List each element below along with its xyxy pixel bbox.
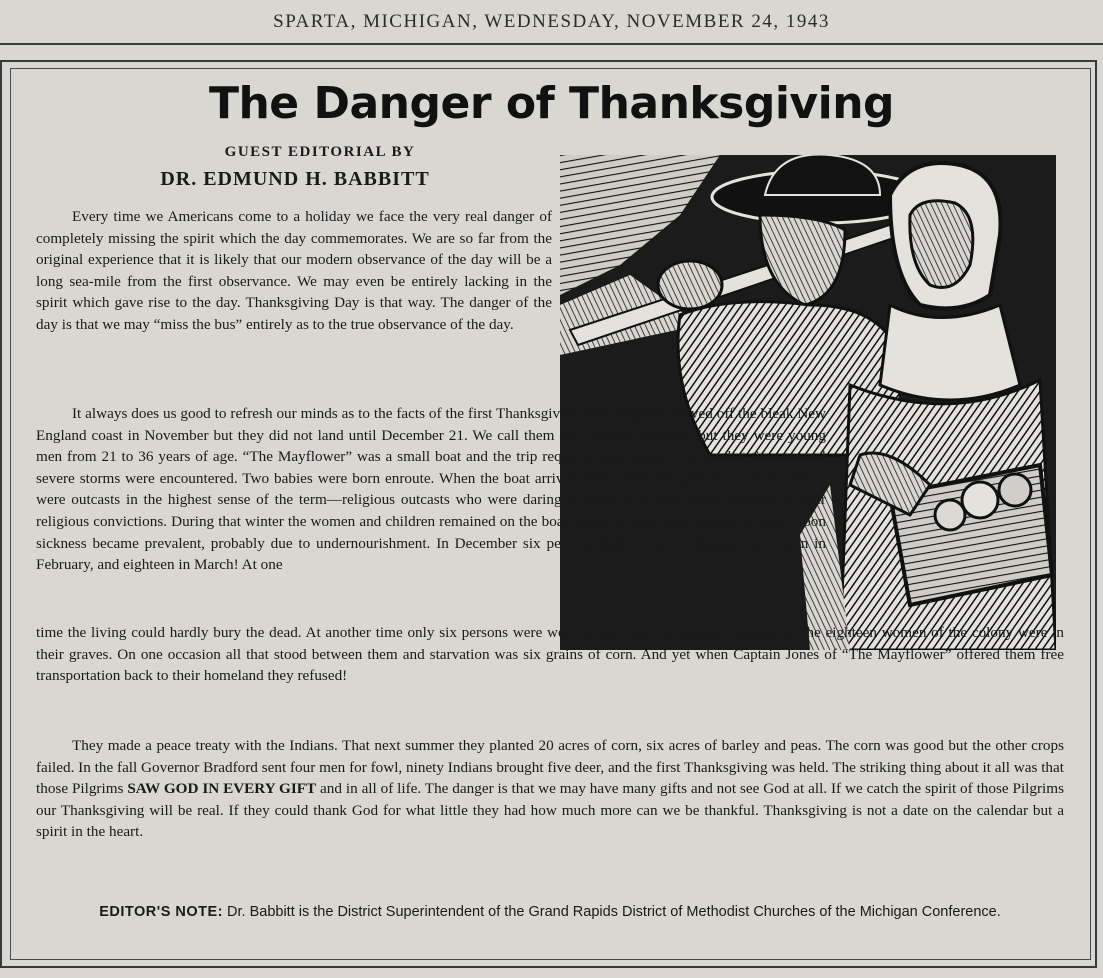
byline-label: GUEST EDITORIAL BY bbox=[224, 144, 416, 160]
paragraph-3-emphasis: SAW GOD IN EVERY GIFT bbox=[127, 780, 317, 798]
paragraph-1: Every time we Americans come to a holiday we face the very real danger of completely missing the spirit which the day commemorates. We are so far from the original experience that it is likely that our modern observance of the day will be a long sea-mile from the first observance. We may even be entirely lacking in the spirit which gave rise to the day. Thanksgiving Day is that way. The danger of the day is that we may “miss the bus” entirely as to the true observance of the day. bbox=[36, 208, 552, 333]
editors-note-text: Dr. Babbitt is the District Superintendent of the Grand Rapids District of Methodist Churches of the Michigan Conference. bbox=[223, 904, 1001, 920]
dateline: SPARTA, MICHIGAN, WEDNESDAY, NOVEMBER 24, 1943 bbox=[273, 11, 830, 32]
headline: The Danger of Thanksgiving bbox=[208, 78, 895, 129]
paragraph-2-upper: It always does us good to refresh our minds as to the facts of the first Thanksgiving. The Pilgrims arrived off the bleak New England coast in November but they did not land until December 21. We call them our “Pilgrim Fathers” but they were young men from 21 to 36 years of age. “The Mayflower” was a small boat and the trip required nine weeks. During that time several severe storms were encountered. Two babies were born enroute. When the boat arrived there were 102 persons on board. They were outcasts in the highest sense of the term—religious outcasts who were daring to come to a new world because of their religious convictions. During that winter the women and children remained on the boat while the men went ashore to work. Soon sickness became prevalent, probably due to undernourishment. In December six persons died, seven in January, seventeen in February, and eighteen in March! At one bbox=[36, 405, 826, 574]
paragraph-3-end: and in all of life. The danger is that we may have many gifts and not see God at all. If we catch the spirit of those Pilgrims our Thanksgiving will be real. If they could thank God for what little they had how much more can we be thankful. Thanksgiving is not a date on the calendar but a spirit in the heart. bbox=[36, 780, 1064, 841]
editors-note-label: EDITOR'S NOTE: bbox=[99, 904, 224, 920]
editors-note bbox=[36, 901, 1064, 923]
byline-author: DR. EDMUND H. BABBITT bbox=[160, 168, 430, 190]
paragraph-2-lower: time the living could hardly bury the dead. At another time only six persons were well. In less than six months fourteen of the eighteen women of the colony were in their graves. On one occasion all that stood between them and starvation was six grains of corn. And yet when Captain Jones of “The Mayflower” offered them free transportation back to their homeland they refused! bbox=[36, 624, 1064, 685]
paragraph-3 bbox=[36, 735, 1064, 843]
paragraph-3-start: They made a peace treaty with the Indians. That next summer they planted 20 acres of corn, six acres of barley and peas. The corn was good but the other crops failed. In the fall Governor Bradford sent four men for fowl, ninety Indians brought five deer, and the first Thanksgiving was held. The striking thing about it all was that those Pilgrims bbox=[36, 737, 1064, 798]
top-rule bbox=[0, 43, 1103, 45]
